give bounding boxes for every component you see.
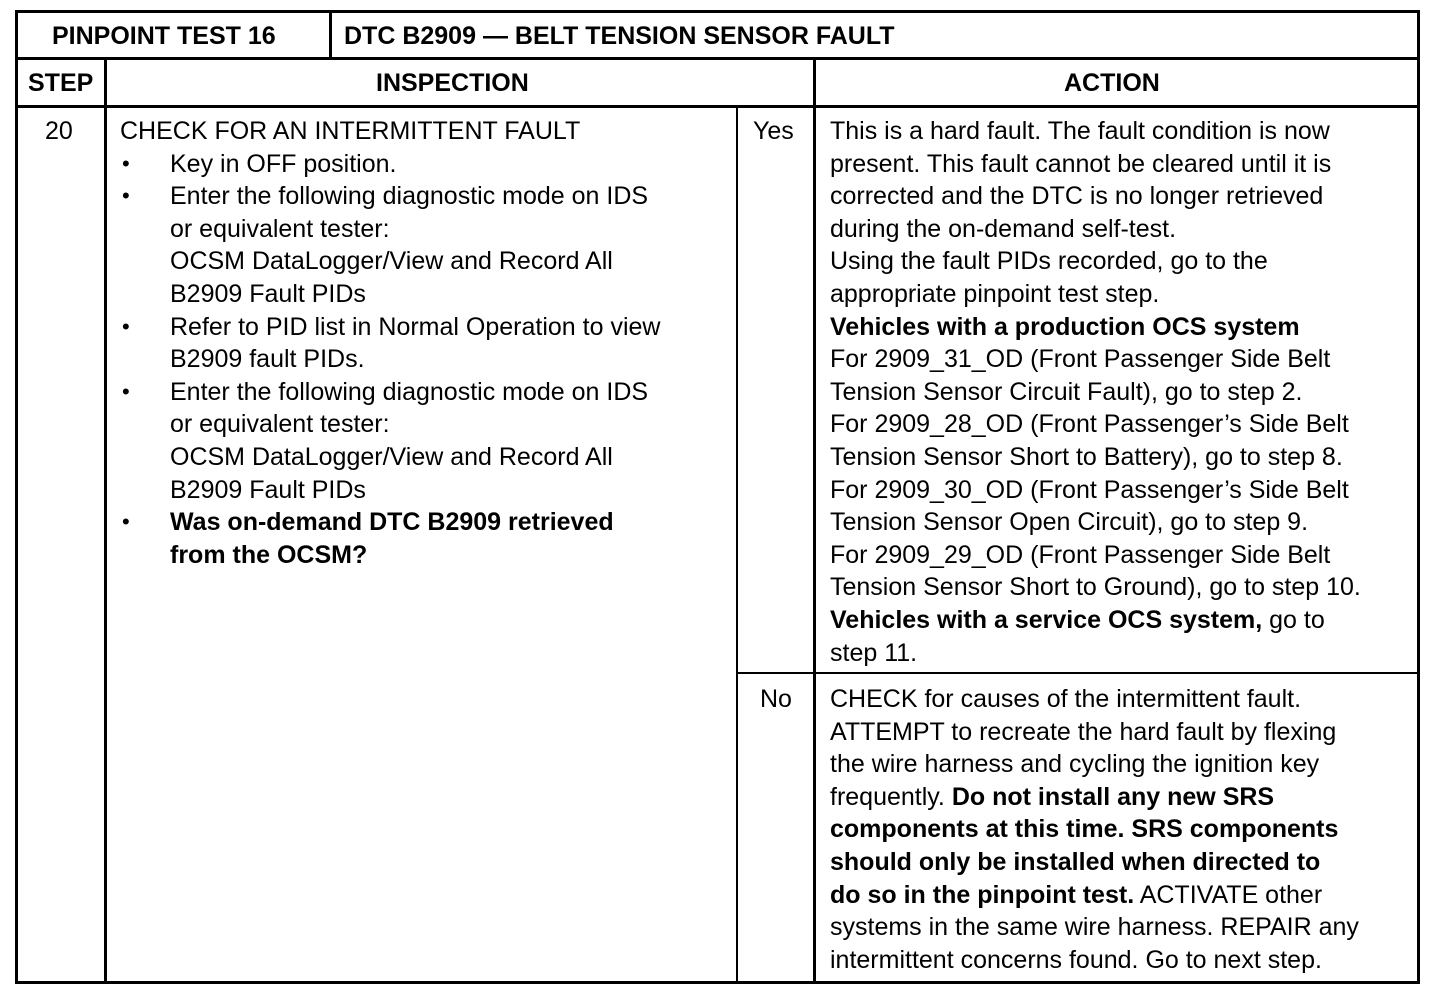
no-label: No [760, 685, 792, 713]
inspection-bullet [120, 506, 730, 571]
no-action-tail-line: systems in the same wire harness. REPAIR any [830, 913, 1359, 942]
no-action [830, 683, 1415, 976]
yes-action-text [830, 115, 1415, 311]
production-ocs-item-line: Tension Sensor Short to Ground), go to step 10. [830, 573, 1361, 602]
action-column-divider [813, 57, 816, 984]
service-ocs-step: step 11. [830, 638, 918, 667]
inspection-bullet-line: or equivalent tester: [170, 214, 390, 243]
service-ocs-goto: go to [1262, 605, 1325, 634]
yes-action-line: during the on-demand self-test. [830, 214, 1177, 243]
result-column-divider [736, 105, 738, 984]
inspection-bullet [120, 311, 730, 376]
inspection-bullet-line: • Enter the following diagnostic mode on IDS [170, 377, 649, 406]
no-action-line: ATTEMPT to recreate the hard fault by flexing [830, 717, 1337, 746]
yes-label: Yes [753, 117, 794, 145]
step-column-header: STEP [28, 69, 94, 97]
no-action-tail-line: intermittent concerns found. Go to next step. [830, 945, 1322, 974]
no-action-warning-end: do so in the pinpoint test. [830, 880, 1135, 909]
inspection-bullet [120, 180, 730, 310]
inspection-bullet-line: • Key in OFF position. [170, 149, 397, 178]
step-number: 20 [45, 117, 73, 145]
no-frequently: frequently. [830, 782, 945, 811]
no-action-frequently-line [830, 781, 1415, 814]
action-column-header: ACTION [1064, 69, 1160, 97]
no-action-tail [830, 911, 1415, 976]
no-action-warning-line [830, 879, 1415, 912]
no-activate: ACTIVATE other [1134, 880, 1323, 909]
inspection-bullet-line: B2909 Fault PIDs [170, 475, 366, 504]
inspection-bullet-line: • Was on-demand DTC B2909 retrieved [170, 508, 614, 537]
inspection-bullet-line: OCSM DataLogger/View and Record All [170, 247, 613, 276]
inspection-bullet-list [120, 148, 730, 572]
production-ocs-item-line: For 2909_30_OD (Front Passenger’s Side Belt [830, 475, 1349, 504]
yes-action [830, 115, 1415, 669]
no-action-line: CHECK for causes of the intermittent fault. [830, 685, 1302, 713]
service-ocs-heading: Vehicles with a service OCS system, [830, 605, 1263, 634]
no-action-line: the wire harness and cycling the ignition key [830, 750, 1320, 779]
inspection-bullet [120, 148, 730, 181]
production-ocs-items [830, 343, 1415, 604]
inspection-content [120, 115, 730, 571]
yes-no-divider [736, 672, 1420, 674]
production-ocs-item-line: For 2909_31_OD (Front Passenger Side Belt [830, 345, 1331, 374]
inspection-bullet-line: OCSM DataLogger/View and Record All [170, 442, 613, 471]
header-cell-divider [329, 10, 332, 60]
production-ocs-item-line: Tension Sensor Short to Battery), go to step 8. [830, 442, 1343, 471]
no-action-warning [830, 813, 1415, 911]
yes-action-line: corrected and the DTC is no longer retrieved [830, 182, 1324, 211]
inspection-bullet-line: from the OCSM? [170, 540, 368, 569]
header-divider [15, 57, 1420, 60]
no-bold-first: Do not install any new SRS [944, 782, 1275, 811]
step-column-divider [104, 57, 107, 984]
production-ocs-heading: Vehicles with a production OCS system [830, 312, 1300, 341]
production-ocs-item-line: Tension Sensor Open Circuit), go to step 9. [830, 508, 1309, 537]
no-action-text [830, 683, 1415, 781]
inspection-column-header: INSPECTION [376, 69, 529, 97]
service-ocs-line [830, 604, 1415, 637]
no-action-warning-line: should only be installed when directed to [830, 847, 1321, 876]
production-ocs-item-line: For 2909_29_OD (Front Passenger Side Belt [830, 540, 1331, 569]
inspection-bullet-line: or equivalent tester: [170, 410, 390, 439]
production-ocs-item-line: For 2909_28_OD (Front Passenger’s Side Belt [830, 410, 1349, 439]
inspection-bullet-line: B2909 Fault PIDs [170, 279, 366, 308]
inspection-bullet-line: • Enter the following diagnostic mode on IDS [170, 182, 649, 211]
yes-action-line: present. This fault cannot be cleared until it is [830, 149, 1332, 178]
pinpoint-test-label: PINPOINT TEST 16 [52, 22, 276, 50]
inspection-title: CHECK FOR AN INTERMITTENT FAULT [120, 117, 581, 145]
no-action-warning-line: components at this time. SRS components [830, 815, 1339, 844]
inspection-bullet-line: • Refer to PID list in Normal Operation to view [170, 312, 661, 341]
column-header-divider [15, 105, 1420, 108]
yes-action-line: appropriate pinpoint test step. [830, 279, 1160, 308]
dtc-title: DTC B2909 — BELT TENSION SENSOR FAULT [344, 22, 895, 50]
inspection-bullet [120, 376, 730, 506]
yes-action-line: Using the fault PIDs recorded, go to the [830, 247, 1268, 276]
production-ocs-item-line: Tension Sensor Circuit Fault), go to step 2. [830, 377, 1303, 406]
yes-action-line: This is a hard fault. The fault condition is now [830, 117, 1330, 145]
inspection-bullet-line: B2909 fault PIDs. [170, 345, 365, 374]
